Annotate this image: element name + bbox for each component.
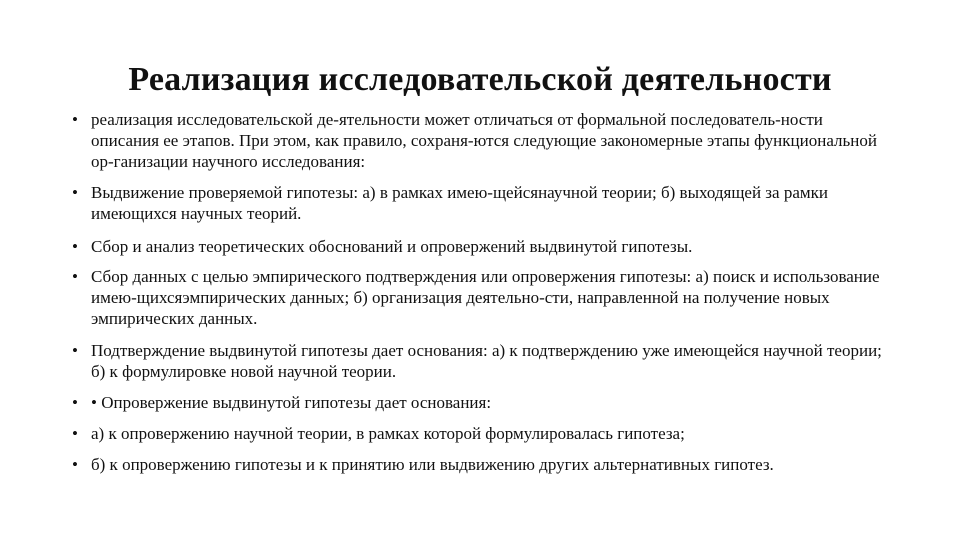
list-item — [72, 236, 892, 257]
bullet-marker: • — [72, 455, 78, 474]
list-item-text: Сбор и анализ теоретических обоснований и опровержений выдвинутой гипотезы. — [91, 237, 693, 256]
list-item — [72, 182, 892, 224]
list-item-text: Сбор данных с целью эмпирического подтверждения или опровержения гипотезы: а) поиск и использование имею-щихсяэмпирических данных; б) организация деятельно-сти, направленной на получение новых эмпирических данных. — [91, 267, 880, 328]
list-item — [72, 266, 892, 329]
list-item-text: а) к опровержению научной теории, в рамках которой формулировалась гипотеза; — [91, 424, 685, 443]
list-item-text: Выдвижение проверяемой гипотезы: а) в рамках имею-щейсянаучной теории; б) выходящей за рамки имеющихся научных теорий. — [91, 183, 828, 223]
list-item — [72, 392, 892, 413]
list-item-text: реализация исследовательской де-ятельности может отличаться от формальной последователь-ности описания ее этапов. При этом, как правило, сохраня-ются следующие закономерные этапы функциональной ор-ганизации научного исследования: — [91, 110, 877, 171]
list-item — [72, 454, 892, 475]
slide-title: Реализация исследовательской деятельности — [128, 61, 832, 98]
bullet-marker: • — [72, 183, 78, 202]
list-item — [72, 423, 892, 444]
list-item-text: б) к опровержению гипотезы и к принятию или выдвижению других альтернативных гипотез. — [91, 455, 774, 474]
bullet-marker: • — [72, 110, 78, 129]
bullet-marker: • — [72, 237, 78, 256]
list-item — [72, 340, 892, 382]
bullet-marker: • — [72, 267, 78, 286]
bullet-marker: • — [72, 341, 78, 360]
bullet-marker: • — [72, 393, 78, 412]
list-item — [72, 109, 892, 172]
list-item-text: • Опровержение выдвинутой гипотезы дает основания: — [91, 393, 492, 412]
bullet-list — [72, 109, 892, 475]
bullet-marker: • — [72, 424, 78, 443]
list-item-text: Подтверждение выдвинутой гипотезы дает основания: а) к подтверждению уже имеющейся научной теории; б) к формулировке новой научной теории. — [91, 341, 882, 381]
